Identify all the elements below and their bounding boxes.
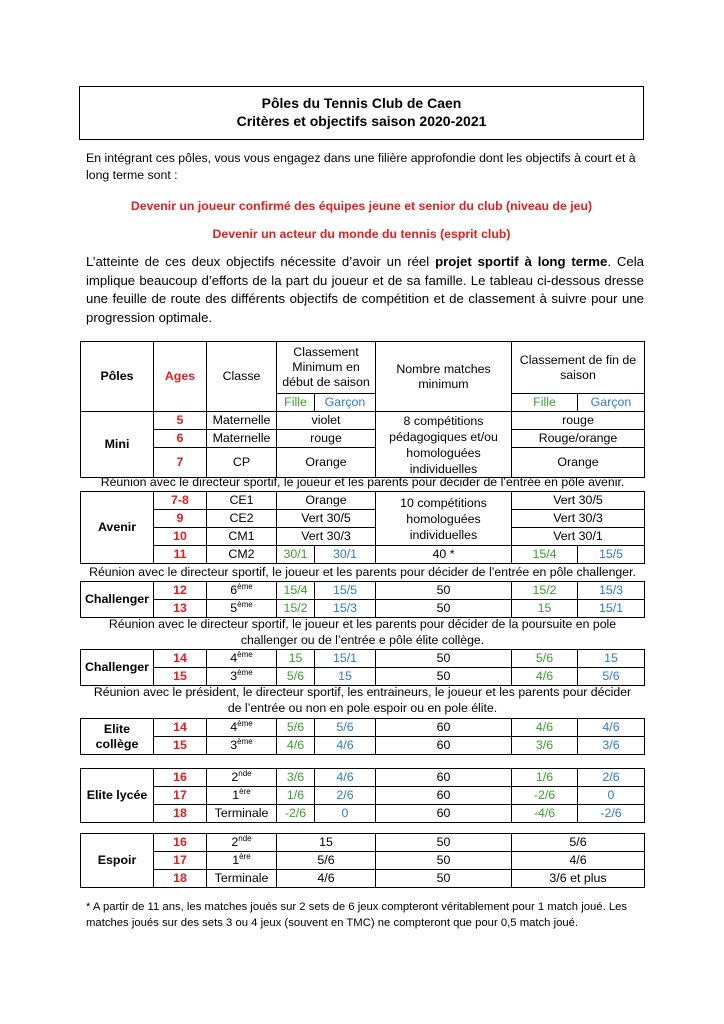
classe-cell — [207, 582, 277, 600]
end-garcon-cell: 15/1 — [578, 600, 645, 618]
table-espoir — [80, 833, 645, 888]
min-garcon-cell: 15 — [315, 668, 376, 686]
classe-sup: ème — [237, 667, 253, 677]
classe-num: 3 — [230, 738, 238, 752]
matches-cell: 50 — [376, 834, 512, 852]
age-cell: 13 — [154, 600, 207, 618]
classe-num: 2 — [231, 835, 239, 849]
classe-sup: ème — [237, 581, 253, 591]
age-cell: 14 — [154, 650, 207, 668]
classe-sup: ème — [237, 599, 253, 609]
table-challenger-2 — [80, 649, 645, 686]
age-cell: 17 — [154, 787, 207, 805]
classe-sup: ère — [239, 786, 251, 796]
age-cell: 17 — [154, 852, 207, 870]
header-classe: Classe — [207, 342, 277, 412]
classe-sup: ème — [237, 736, 253, 746]
min-cell: Orange — [277, 448, 376, 478]
age-cell: 6 — [154, 430, 207, 448]
end-fille-cell: 15/2 — [512, 582, 578, 600]
matches-cell: 50 — [376, 668, 512, 686]
header-end: Classement de fin de saison — [512, 342, 645, 394]
table-avenir — [80, 491, 645, 564]
classe-sup: ème — [237, 718, 253, 728]
end-cell: Rouge/orange — [512, 430, 645, 448]
classe-sup: nde — [238, 768, 252, 778]
footnote: * A partir de 11 ans, les matches joués sur 2 sets de 6 jeux compteront véritablement pour 1 match joué. Les matches joués sur des sets 3 ou 4 jeux (souvent en TMC) ne compteront que pour 0,5 match joué. — [86, 901, 628, 929]
matches-cell: 40 * — [376, 546, 512, 564]
matches-cell: 50 — [376, 600, 512, 618]
end-cell: Vert 30/3 — [512, 510, 645, 528]
classe-sup: ère — [239, 851, 251, 861]
end-garcon-cell: 0 — [578, 787, 645, 805]
table-header-mini — [80, 341, 645, 478]
classe-cell — [207, 737, 277, 755]
classe-num: 1 — [232, 788, 240, 802]
title-box — [79, 86, 644, 140]
min-fille-cell: 5/6 — [277, 719, 315, 737]
classe-num: 4 — [230, 651, 238, 665]
pole-elite-college — [81, 719, 154, 755]
end-cell: 5/6 — [512, 834, 645, 852]
classe-cell — [207, 668, 277, 686]
min-fille-cell: 1/6 — [277, 787, 315, 805]
classe-num: 3 — [230, 669, 238, 683]
end-fille-cell: 5/6 — [512, 650, 578, 668]
matches-cell: 8 compétitions pédagogiques et/ou homologuées individuelles — [376, 412, 512, 478]
min-cell: Vert 30/3 — [277, 528, 376, 546]
classe-cell — [207, 600, 277, 618]
age-cell: 16 — [154, 769, 207, 787]
matches-cell: 60 — [376, 737, 512, 755]
classe-cell: CE1 — [207, 492, 277, 510]
header-matches: Nombre matches minimum — [376, 342, 512, 412]
age-cell: 10 — [154, 528, 207, 546]
meeting-note-1: Réunion avec le directeur sportif, le joueur et les parents pour décider de l’entrée en pôle avenir. — [100, 475, 625, 489]
classe-sup: ème — [237, 649, 253, 659]
min-garcon-cell: 5/6 — [315, 719, 376, 737]
classe-num: 1 — [232, 853, 240, 867]
classe-cell — [207, 650, 277, 668]
age-cell: 12 — [154, 582, 207, 600]
pole-avenir: Avenir — [81, 492, 154, 564]
end-fille-cell: 15 — [512, 600, 578, 618]
paragraph-bold: projet sportif à long terme — [435, 254, 608, 269]
min-fille-cell: 5/6 — [277, 668, 315, 686]
title-line-1: Pôles du Tennis Club de Caen — [261, 95, 462, 111]
classe-cell: CE2 — [207, 510, 277, 528]
classe-cell: Terminale — [207, 870, 277, 888]
min-garcon-cell: 2/6 — [315, 787, 376, 805]
classe-num: 5 — [230, 601, 238, 615]
age-cell: 18 — [154, 805, 207, 823]
min-cell: violet — [277, 412, 376, 430]
age-cell: 15 — [154, 737, 207, 755]
classe-num: 4 — [230, 720, 238, 734]
pole-challenger: Challenger — [81, 650, 154, 686]
age-cell: 9 — [154, 510, 207, 528]
header-end-fille: Fille — [512, 394, 578, 412]
classe-cell — [207, 787, 277, 805]
classe-cell — [207, 852, 277, 870]
min-cell: 15 — [277, 834, 376, 852]
classe-sup: nde — [238, 833, 252, 843]
end-cell: Vert 30/5 — [512, 492, 645, 510]
matches-cell: 60 — [376, 769, 512, 787]
classe-num: 6 — [230, 583, 238, 597]
matches-cell: 10 compétitions homologuées individuelles — [376, 492, 512, 546]
age-cell: 11 — [154, 546, 207, 564]
age-cell: 7-8 — [154, 492, 207, 510]
min-fille-cell: 15/4 — [277, 582, 315, 600]
min-garcon-cell: 15/5 — [315, 582, 376, 600]
table-elite-lycee — [80, 768, 645, 823]
meeting-note-3: Réunion avec le directeur sportif, le joueur et les parents pour décider de la poursuite en pole challenger ou de l’entrée e pôle élite collège. — [108, 617, 617, 647]
min-fille-cell: 4/6 — [277, 737, 315, 755]
table-challenger-1 — [80, 581, 645, 618]
title-line-2: Critères et objectifs saison 2020-2021 — [236, 113, 487, 129]
header-end-garcon: Garçon — [578, 394, 645, 412]
end-garcon-cell: 15 — [578, 650, 645, 668]
age-cell: 16 — [154, 834, 207, 852]
classe-cell: CM1 — [207, 528, 277, 546]
end-cell: Orange — [512, 448, 645, 478]
classe-cell — [207, 769, 277, 787]
classe-cell — [207, 719, 277, 737]
goal-2: Devenir un acteur du monde du tennis (esprit club) — [212, 227, 511, 241]
classe-cell: Maternelle — [207, 430, 277, 448]
pole-elite-line-2: collège — [95, 736, 139, 751]
header-poles: Pôles — [81, 342, 154, 412]
end-garcon-cell: 3/6 — [578, 737, 645, 755]
min-garcon-cell: 15/1 — [315, 650, 376, 668]
intro-text: En intégrant ces pôles, vous vous engagez dans une filière approfondie dont les objectifs à court et à long terme sont : — [86, 151, 636, 182]
min-garcon-cell: 30/1 — [315, 546, 376, 564]
pole-mini: Mini — [81, 412, 154, 478]
min-cell: rouge — [277, 430, 376, 448]
matches-cell: 60 — [376, 805, 512, 823]
end-garcon-cell: -2/6 — [578, 805, 645, 823]
classe-cell: CM2 — [207, 546, 277, 564]
paragraph-end: . Cela implique beaucoup d’efforts de la part du joueur et de sa famille. Le tableau ci-dessous dresse une feuille de route des différents objectifs de compétition et de classement à suivre pour une progression optimale. — [86, 254, 644, 325]
header-min: Classement Minimum en début de saison — [277, 342, 376, 394]
matches-cell: 50 — [376, 650, 512, 668]
matches-cell: 60 — [376, 719, 512, 737]
min-fille-cell: 3/6 — [277, 769, 315, 787]
min-garcon-cell: 0 — [315, 805, 376, 823]
table-elite-college — [80, 718, 645, 755]
pole-elite-line-1: Elite — [103, 721, 131, 736]
meeting-note-4: Réunion avec le président, le directeur sportif, les entraineurs, le joueur et les parents pour décider de l’entrée ou non en pole espoir ou en pole élite. — [93, 685, 632, 715]
min-garcon-cell: 15/3 — [315, 600, 376, 618]
min-cell: Vert 30/5 — [277, 510, 376, 528]
matches-cell: 60 — [376, 787, 512, 805]
end-cell: 4/6 — [512, 852, 645, 870]
classe-num: 2 — [231, 770, 239, 784]
header-min-garcon: Garçon — [315, 394, 376, 412]
end-fille-cell: -4/6 — [512, 805, 578, 823]
goal-1: Devenir un joueur confirmé des équipes jeune et senior du club (niveau de jeu) — [130, 199, 593, 213]
end-fille-cell: 4/6 — [512, 719, 578, 737]
age-cell: 14 — [154, 719, 207, 737]
classe-cell: CP — [207, 448, 277, 478]
classe-cell: Maternelle — [207, 412, 277, 430]
matches-cell: 50 — [376, 870, 512, 888]
matches-cell: 50 — [376, 852, 512, 870]
age-cell: 15 — [154, 668, 207, 686]
min-garcon-cell: 4/6 — [315, 737, 376, 755]
paragraph-start: L’atteinte de ces deux objectifs nécessite d’avoir un réel — [86, 254, 436, 269]
age-cell: 7 — [154, 448, 207, 478]
end-garcon-cell: 5/6 — [578, 668, 645, 686]
end-fille-cell: -2/6 — [512, 787, 578, 805]
classe-cell: Terminale — [207, 805, 277, 823]
min-fille-cell: -2/6 — [277, 805, 315, 823]
classe-cell — [207, 834, 277, 852]
matches-cell: 50 — [376, 582, 512, 600]
min-cell: 5/6 — [277, 852, 376, 870]
age-cell: 5 — [154, 412, 207, 430]
age-cell: 18 — [154, 870, 207, 888]
end-garcon-cell: 15/3 — [578, 582, 645, 600]
min-cell: Orange — [277, 492, 376, 510]
end-garcon-cell: 4/6 — [578, 719, 645, 737]
end-garcon-cell: 15/5 — [578, 546, 645, 564]
min-fille-cell: 30/1 — [277, 546, 315, 564]
end-cell: rouge — [512, 412, 645, 430]
end-fille-cell: 4/6 — [512, 668, 578, 686]
end-garcon-cell: 2/6 — [578, 769, 645, 787]
end-cell: 3/6 et plus — [512, 870, 645, 888]
meeting-note-2: Réunion avec le directeur sportif, le joueur et les parents pour décider de l’entrée en pôle challenger. — [89, 565, 636, 579]
end-fille-cell: 3/6 — [512, 737, 578, 755]
header-ages: Ages — [154, 342, 207, 412]
min-fille-cell: 15/2 — [277, 600, 315, 618]
min-fille-cell: 15 — [277, 650, 315, 668]
end-fille-cell: 15/4 — [512, 546, 578, 564]
header-min-fille: Fille — [277, 394, 315, 412]
min-cell: 4/6 — [277, 870, 376, 888]
main-paragraph — [86, 253, 644, 327]
pole-challenger: Challenger — [81, 582, 154, 618]
end-fille-cell: 1/6 — [512, 769, 578, 787]
pole-elite-lycee: Elite lycée — [81, 769, 154, 823]
min-garcon-cell: 4/6 — [315, 769, 376, 787]
pole-espoir: Espoir — [81, 834, 154, 888]
end-cell: Vert 30/1 — [512, 528, 645, 546]
